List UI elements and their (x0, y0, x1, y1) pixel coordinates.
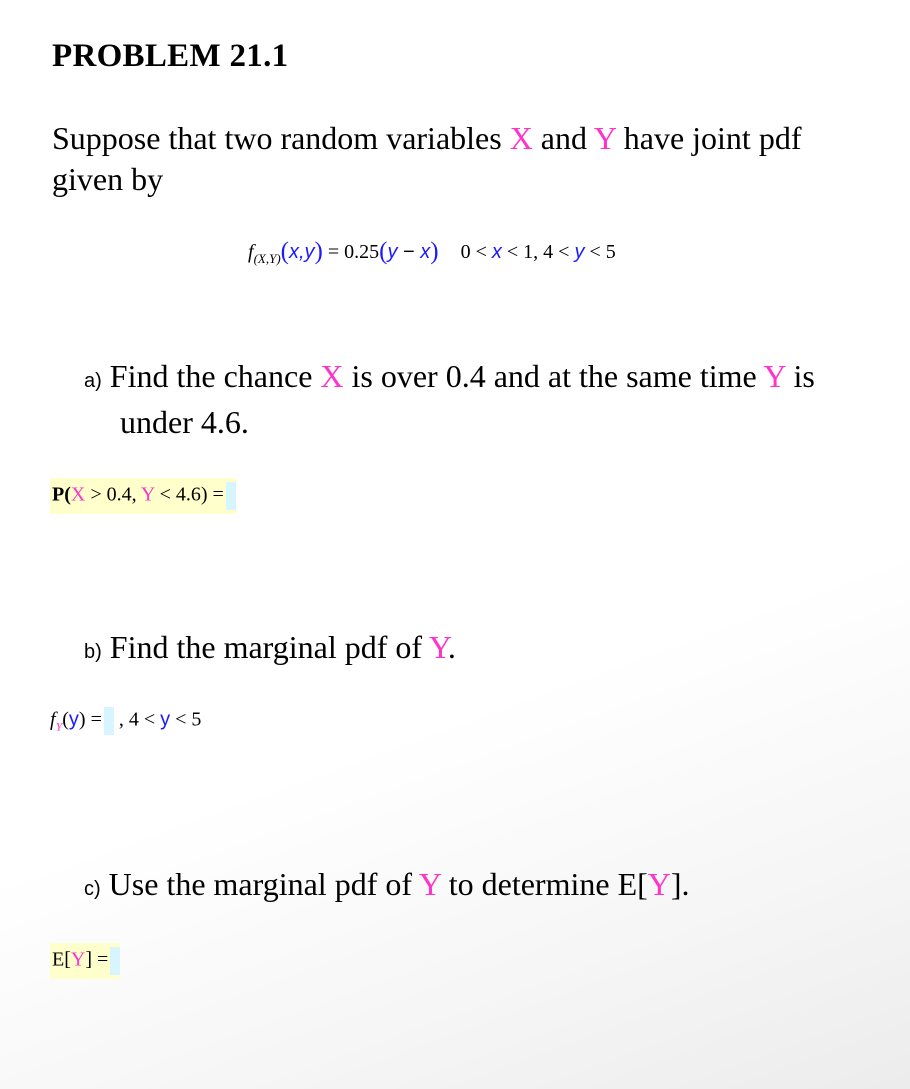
part-a-var-y: Y (763, 358, 786, 394)
part-c-answer-row (50, 943, 120, 979)
part-b-answer-subscript: Y (55, 719, 63, 734)
formula-x: x (420, 241, 431, 263)
part-a-answer-x: X (70, 483, 86, 506)
part-a-line-2: under 4.6. (120, 404, 249, 440)
intro-text-1: Suppose that two random variables (52, 120, 510, 156)
problem-statement-line-2: given by (52, 161, 164, 197)
part-b-var-y: Y (428, 629, 448, 665)
part-b-answer-input[interactable] (104, 707, 114, 735)
part-a-text-1: Find the chance (101, 358, 321, 394)
formula-condition-y: y (574, 241, 585, 263)
part-b-answer-equals: ) = (78, 708, 102, 731)
formula-minus: − (397, 241, 421, 263)
part-a-answer-y: Y (140, 483, 155, 506)
formula-f: f (248, 241, 254, 263)
part-a-label: a) (84, 370, 102, 392)
part-c-question (84, 864, 690, 910)
intro-text-3: have joint pdf (615, 120, 802, 156)
part-b-answer-range-y: y (160, 708, 171, 731)
part-a-text-3: is (785, 358, 815, 394)
part-a-answer-row (50, 478, 236, 514)
formula-coefficient: = 0.25 (322, 241, 380, 263)
part-a-question (84, 356, 815, 443)
part-b-answer-paren-open: ( (62, 708, 69, 731)
part-b-label: b) (84, 641, 102, 663)
part-a-answer-text-1: > 0.4, (85, 483, 141, 506)
formula-subscript: (X,Y) (253, 251, 281, 266)
part-c-answer-equals: ] = (85, 948, 109, 971)
part-a-var-x: X (320, 358, 344, 394)
part-c-var-y-2: Y (647, 866, 671, 902)
part-b-answer-f: f (50, 708, 56, 731)
formula-condition-x: x (491, 241, 502, 263)
part-b-text-1: Find the marginal pdf of (101, 629, 429, 665)
part-a-answer-input[interactable] (226, 482, 236, 510)
part-c-text-1: Use the marginal pdf of (100, 866, 419, 902)
formula-y: y (387, 241, 398, 263)
problem-title: PROBLEM 21.1 (52, 38, 289, 74)
part-b-question (84, 627, 456, 673)
part-b-answer-range-upper: < 5 (170, 708, 202, 731)
part-c-text-2: to determine E[ (440, 866, 648, 902)
intro-text-2: and (532, 120, 594, 156)
part-a-line-1 (84, 356, 815, 402)
formula-condition-y-upper: < 5 (584, 241, 616, 263)
part-a-answer-text-2: < 4.6) = (154, 483, 224, 506)
formula-condition-x-lower: 0 < (460, 241, 492, 263)
part-c-answer-y: Y (70, 948, 86, 971)
formula-paren-close: ) (314, 238, 323, 265)
problem-statement-line-1 (52, 118, 801, 159)
part-b-answer-row (50, 707, 201, 735)
part-c-text-3: ]. (670, 866, 690, 902)
formula-condition-mid: < 1, 4 < (501, 241, 575, 263)
part-c-answer-e: E[ (52, 948, 71, 971)
part-c-var-y: Y (418, 866, 441, 902)
var-y: Y (593, 120, 616, 156)
var-x: X (509, 120, 533, 156)
part-b-answer-arg: y (68, 708, 79, 731)
formula-paren-open-2: ( (379, 238, 388, 265)
joint-pdf-formula (248, 238, 616, 267)
formula-paren-close-2: ) (430, 238, 439, 265)
formula-args: x,y (288, 241, 315, 263)
part-c-label: c) (84, 878, 101, 900)
problem-statement (52, 118, 801, 200)
part-b-text-2: . (447, 629, 456, 665)
part-a-text-2: is over 0.4 and at the same time (343, 358, 764, 394)
part-a-answer-p: P( (52, 483, 71, 506)
part-b-answer-range-lower: , 4 < (113, 708, 161, 731)
part-c-answer-input[interactable] (110, 947, 120, 975)
formula-paren-open: ( (280, 238, 289, 265)
